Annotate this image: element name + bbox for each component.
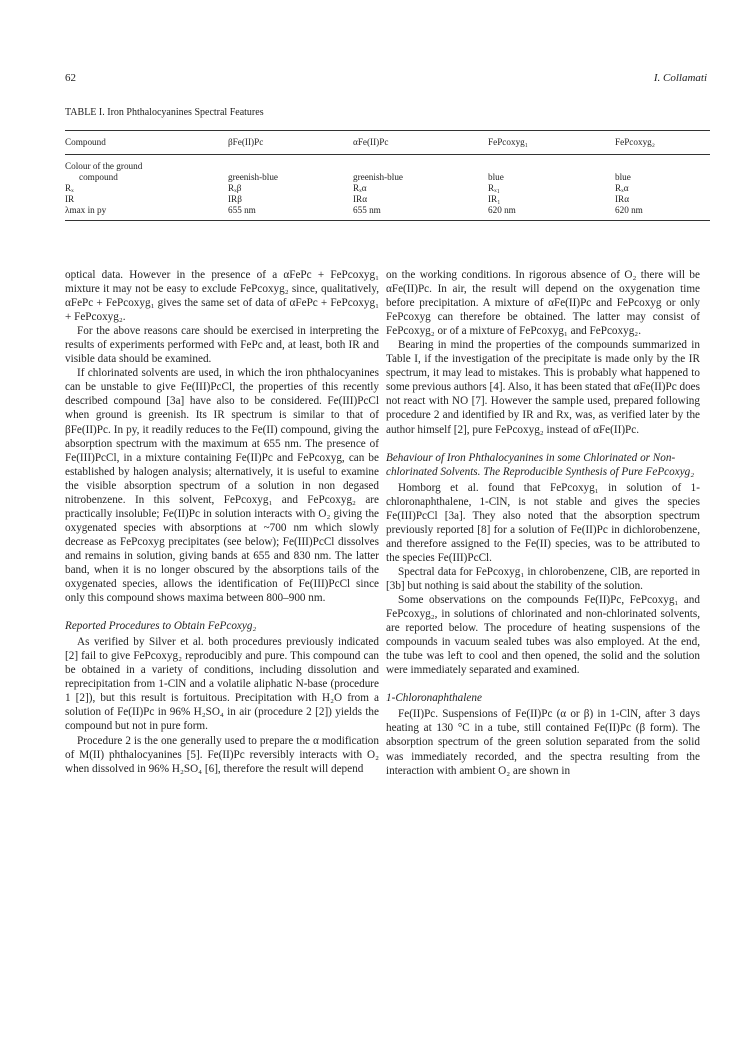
table-row: [65, 194, 710, 205]
page-number: 62: [65, 72, 76, 84]
paragraph: Homborg et al. found that FePcoxyg₁ in solution of 1-chloronaphthalene, 1-ClN, is not stable and gives the species Fe(III)PcCl [3a]. They also noted that the absorption spectrum previously reported [8] for a solution of Fe(II)Pc in dichlorobenzene, and therefore assigned to the Fe(II) species, was to be attributed to the species Fe(III)PcCl.: [386, 481, 700, 564]
table-cell: IR₁: [488, 194, 501, 204]
section-heading: 1-Chloronaphthalene: [386, 692, 482, 705]
table-cell: IRα: [353, 194, 368, 204]
paragraph: optical data. However in the presence of a αFePc + FePcoxyg₁ mixture it may not be easy to exclude FePcoxyg₂ since, qualitatively, αFePc + FePcoxyg₁ gives the same set of data of αFePc + FePcoxyg₁ + FePcoxyg₂.: [65, 269, 379, 324]
right-text-column: [386, 268, 700, 778]
paragraph: If chlorinated solvents are used, in which the iron phthalocyanines can be unstable to give Fe(III)PcCl, the properties of this recently described compound [3a] have also to be considered. Fe(III)PcCl when ground is greenish. Its IR spectrum is similar to that of βFe(II)Pc. In py, it readily reduces to the Fe(II) compound, giving the absorption spectrum with the maximum at 655 nm. The presence of Fe(III)PcCl, in a mixture containing Fe(II)Pc and FePcoxyg, can be established by halogen analysis; alternatively, it is useful to examine the visible absorption spectrum of a solution in non degased nitrobenzene. In this solvent, FePcoxyg₁ and FePcoxyg₂ are practically insoluble; Fe(II)Pc in solution interacts with O₂ giving the oxygenated species with absorptions at ~700 nm which slowly decrease as FePcoxyg precipitates (see below); Fe(III)PcCl dissolves and remains in solution, giving bands at 655 and 830 nm. The latter band, when it is no longer obscured by the absorptions tails of the oxygenated species, allows the identification of Fe(III)PcCl since only this compound shows maxima between 800–900 nm.: [65, 367, 379, 605]
table-cell: greenish-blue: [353, 172, 404, 182]
table-header-cell: αFe(II)Pc: [353, 137, 389, 147]
table-cell: compound: [79, 172, 118, 182]
table-cell: [488, 155, 615, 173]
section-heading: Reported Procedures to Obtain FePcoxyg₂: [65, 620, 257, 633]
table-header-cell: βFe(II)Pc: [228, 137, 264, 147]
paragraph: Bearing in mind the properties of the compounds summarized in Table I, if the investigation of the precipitate is made only by the IR spectrum, it may lead to mistakes. This is probably what happened to some previous authors [4]. Also, it has been stated that αFe(II)Pc does not react with NO [7]. However the sample used, prepared following procedure 2 and identified by IR and Rx, was, as verified later by the author himself [2], pure FePcoxyg₂ instead of αFe(II)Pc.: [386, 339, 700, 436]
paragraph: Some observations on the compounds Fe(II)Pc, FePcoxyg₁ and FePcoxyg₂, in solutions of chlorinated and non-chlorinated solvents, are reported below. The procedure of heating suspensions of the compounds in vacuum sealed tubes was also employed. At the end, the tube was left to cool and then opened, the solid and the solution were immediately separated and examined.: [386, 594, 700, 677]
table-cell: λmax in py: [65, 205, 107, 215]
table-cell: [615, 155, 710, 173]
section-heading: Behaviour of Iron Phthalocyanines in some Chlorinated or Non-chlorinated Solvents. The Reproducible Synthesis of Pure FePcoxyg₂: [386, 451, 695, 478]
table-cell: Colour of the ground: [65, 161, 143, 171]
table-row: [65, 172, 710, 183]
table-cell: [228, 155, 353, 173]
running-head: I. Collamati: [653, 72, 707, 84]
table-cell: Rₓ₁: [488, 183, 500, 193]
table-header-cell: Compound: [65, 137, 106, 147]
table-cell: [353, 155, 488, 173]
table-cell: IR: [65, 194, 75, 204]
table-cell: 655 nm: [228, 205, 256, 215]
table-row: [65, 155, 710, 173]
paragraph: on the working conditions. In rigorous absence of O₂ there will be αFe(II)Pc. In air, the result will depend on the oxygenation time before precipitation. A mixture of αFe(II)Pc and FePcoxyg or only FePcoxyg can therefore be obtained. The latter may consist of FePcoxyg₂ or of a mixture of FePcoxyg₁ and FePcoxyg₂.: [386, 269, 700, 338]
table-cell: greenish-blue: [228, 172, 279, 182]
table-header-row: [65, 131, 710, 155]
left-text-column: [65, 268, 379, 776]
spectral-features-table: [65, 130, 710, 221]
table-cell: 620 nm: [488, 205, 516, 215]
paragraph: For the above reasons care should be exercised in interpreting the results of experiments performed with FePc and, at least, both IR and visible data should be examined.: [65, 325, 379, 366]
table-cell: Rₓβ: [228, 183, 242, 193]
table-cell: 620 nm: [615, 205, 643, 215]
table-cell: blue: [488, 172, 504, 182]
table-row: [65, 205, 710, 221]
table-cell: 655 nm: [353, 205, 381, 215]
table-cell: IRα: [615, 194, 630, 204]
table-cell: Rₓ: [65, 183, 74, 193]
table-header-cell: FePcoxyg₁: [488, 137, 528, 147]
table-cell: blue: [615, 172, 631, 182]
table-cell: IRβ: [228, 194, 242, 204]
table-cell: Rₓα: [615, 183, 629, 193]
paragraph: Spectral data for FePcoxyg₁ in chlorobenzene, ClB, are reported in [3b] but nothing is said about the stability of the solution.: [386, 565, 700, 592]
table-cell: Rₓα: [353, 183, 367, 193]
table-row: [65, 183, 710, 194]
paragraph: As verified by Silver et al. both procedures previously indicated [2] fail to give FePcoxyg₂ reproducibly and pure. This compound can be obtained in a variety of conditions, including dissolution and reprecipitation from 1-ClN and a volatile aliphatic N-base (procedure 1 [2]), but this result is fortuitous. Precipitation with H₂O from a solution of Fe(II)Pc in 96% H₂SO₄ in air (procedure 2 [2]) yields the compound but not in pure form.: [65, 636, 379, 733]
paragraph: Procedure 2 is the one generally used to prepare the α modification of M(II) phthalocyanines [5]. Fe(II)Pc reversibly interacts with O₂ when dissolved in 96% H₂SO₄ [6], therefore the result will depend: [65, 734, 379, 775]
table-caption: TABLE I. Iron Phthalocyanines Spectral Features: [65, 107, 264, 118]
table-header-cell: FePcoxyg₂: [615, 137, 655, 147]
paragraph: Fe(II)Pc. Suspensions of Fe(II)Pc (α or β) in 1-ClN, after 3 days heating at 130 °C in a tube, still contained Fe(II)Pc (β form). The absorption spectrum of the green solution separated from the solid was immediately recorded, and the spectra resulting from the interaction with ambient O₂ are shown in: [386, 708, 700, 777]
